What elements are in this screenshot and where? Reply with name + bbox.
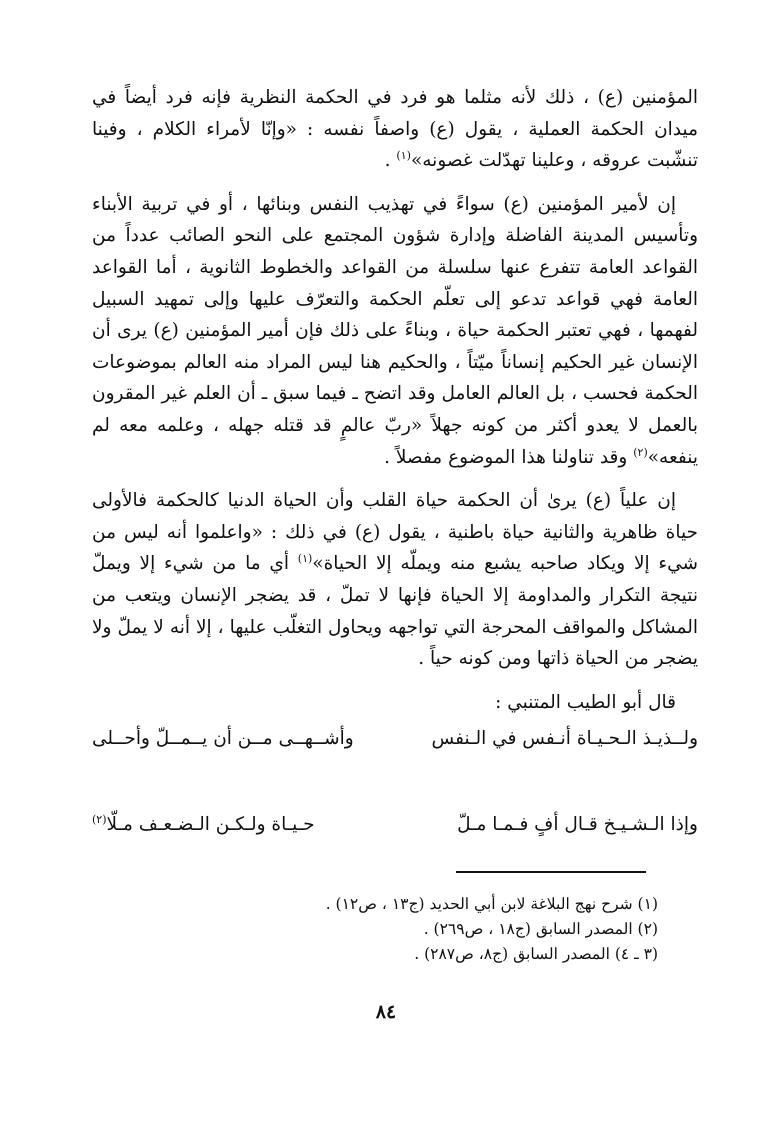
- paragraph-3-tail: أي ما من شيء إلا ويملّ نتيجة التكرار والمداومة إلا الحياة فإنها لا تملّ ، قد يضجر الإنسان ويتعب من المشاكل والمواقف المحرجة التي تواجهه ويحاول التغلّب عليها ، إلا أنه لا يملّ ولا يضجر من الحياة ذاتها ومن كونه حياً .: [92, 553, 698, 670]
- poem-intro: قال أبو الطيب المتنبي :: [495, 691, 676, 713]
- verse-2-ref: (٢): [92, 813, 107, 827]
- verse-1-second-text: وأشــهــى مــن أن يــمــلّ وأحــلى: [92, 728, 354, 750]
- paragraph-1: [92, 82, 698, 177]
- verse-2-second-hemistich: [92, 810, 315, 840]
- paragraph-3: [92, 485, 698, 675]
- footnote-separator: [456, 871, 646, 873]
- footnote-1: (١) شرح نهج البلاغة لابن أبي الحديد (ج١٣ ، ص١٢) .: [325, 895, 658, 913]
- verse-2-second-text: حـيـاة ولـكـن الـضـعـف مـلّا: [106, 814, 315, 836]
- page-number: ٨٤: [375, 1001, 397, 1023]
- paragraph-2: [92, 189, 698, 473]
- page-body: [92, 82, 698, 840]
- paragraph-1-tail: .: [384, 150, 397, 172]
- verse-2-first-hemistich: وإذا الـشـيـخ قـال أفٍ فـمـا مـلّ: [457, 814, 698, 836]
- footnote-3: (٣ ـ ٤) المصدر السابق (ج٨، ص٢٨٧) .: [414, 945, 658, 963]
- verse-1-first-hemistich: ولــذيـذ الـحـيـاة أنـفس في الـنفس: [431, 728, 698, 750]
- poem-verse-2: [92, 810, 698, 840]
- paragraph-2-tail: وقد تناولنا هذا الموضوع مفصلاً .: [384, 446, 634, 468]
- footnote-ref-2: (٢): [633, 445, 648, 459]
- footnote-2: (٢) المصدر السابق (ج١٨ ، ص٢٦٩) .: [423, 920, 658, 938]
- footnotes: [100, 892, 658, 967]
- poem-verse-1: [92, 724, 698, 754]
- verse-1-second-hemistich: [92, 724, 354, 754]
- footnote-ref-1: (١): [396, 149, 411, 163]
- paragraph-2-text: إن لأمير المؤمنين (ع) سواءً في تهذيب النفس وبنائها ، أو في تربية الأبناء وتأسيس المدينة الفاضلة وإدارة شؤون المجتمع على النحو الصائب عدداً من القواعد العامة تتفرع عنها سلسلة من القواعد والخطوط الثانوية ، أما القواعد العامة فهي قواعد تدعو إلى تعلّم الحكمة والتعرّف عليها وإلى تمهيد السبيل لفهمها ، فهي تعتبر الحكمة حياة ، وبناءً على ذلك فإن أمير المؤمنين (ع) يرى أن الإنسان غير الحكيم إنساناً ميّتاً ، والحكيم هنا ليس المراد منه العالم بموضوعات الحكمة فحسب ، بل العالم العامل وقد اتضح ـ فيما سبق ـ أن العلم غير المقرون بالعمل لا يعدو أكثر من كونه جهلاً «ربّ عالمٍ قد قتله جهله ، وعلمه معه لم ينفعه»: [92, 193, 698, 468]
- footnote-ref-3: (١): [297, 552, 313, 566]
- paragraph-3-text: إن علياً (ع) يرىٰ أن الحكمة حياة القلب وأن الحياة الدنيا كالحكمة فالأولى حياة ظاهرية والثانية حياة باطنية ، يقول (ع) في ذلك : «واعلموا أنه ليس من شيء إلا ويكاد صاحبه يشبع منه ويملّه إلا الحياة»: [92, 490, 699, 575]
- paragraph-1-text: المؤمنين (ع) ، ذلك لأنه مثلما هو فرد في الحكمة النظرية فإنه فرد أيضاً في ميدان الحكمة العملية ، يقول (ع) واصفاً نفسه : «وإنّا لأمراء الكلام ، وفينا تنشّبت عروقه ، وعلينا تهدّلت غصونه»: [92, 87, 698, 172]
